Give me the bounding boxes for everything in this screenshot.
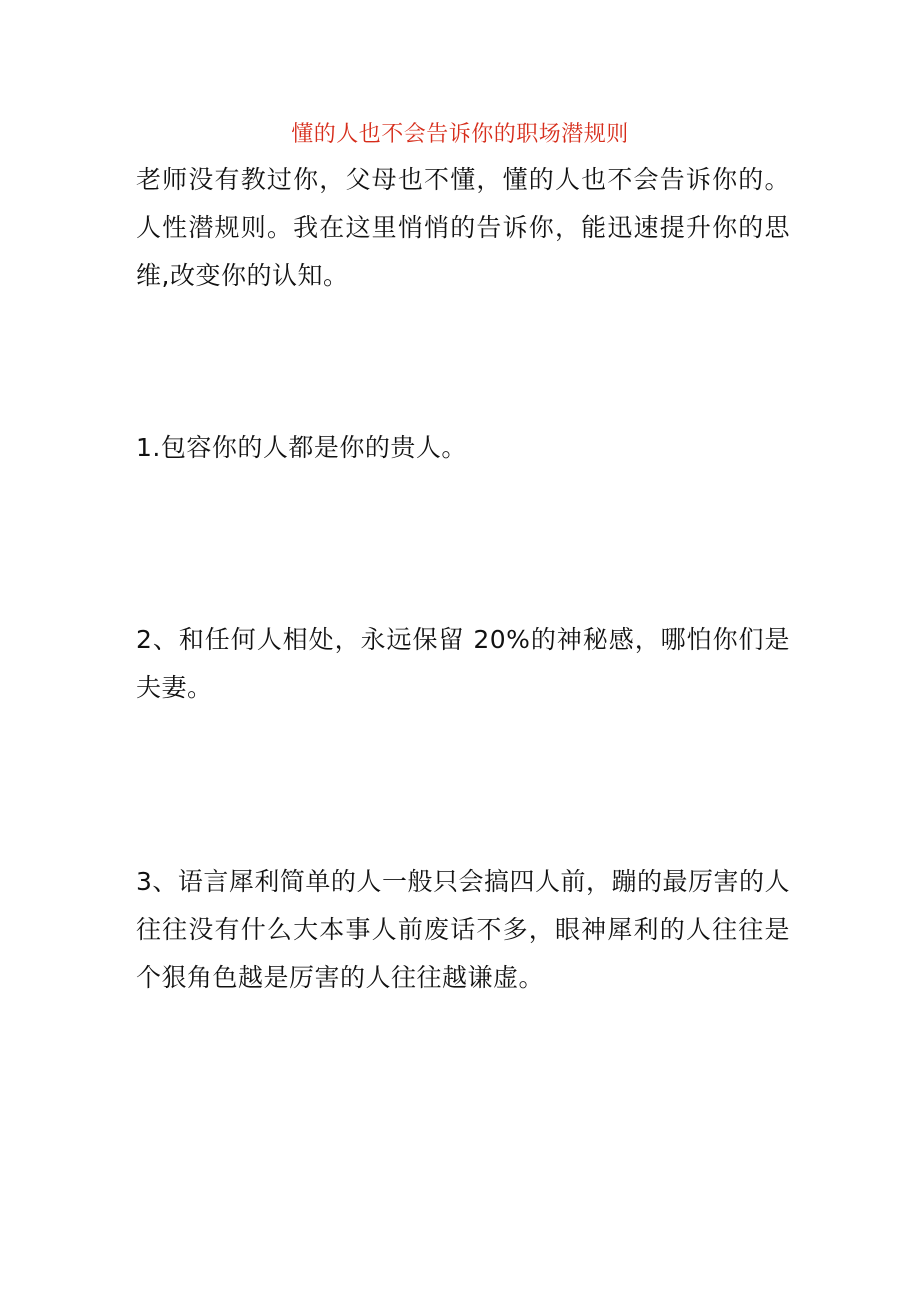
intro-paragraph: 老师没有教过你，父母也不懂，懂的人也不会告诉你的。人性潜规则。我在这里悄悄的告诉你，能迅速提升你的思维,改变你的认知。 bbox=[136, 165, 790, 290]
document-title: 懂的人也不会告诉你的职场潜规则 bbox=[291, 122, 629, 147]
rule-item-2: 2、和任何人相处，永远保留 20%的神秘感，哪怕你们是夫妻。 bbox=[136, 625, 790, 702]
rule-item-1: 1.包容你的人都是你的贵人。 bbox=[136, 433, 467, 462]
rule-item-3: 3、语言犀利简单的人一般只会搞四人前，蹦的最厉害的人往往没有什么大本事人前废话不多，眼神犀利的人往往是个狠角色越是厉害的人往往越谦虚。 bbox=[136, 867, 790, 992]
